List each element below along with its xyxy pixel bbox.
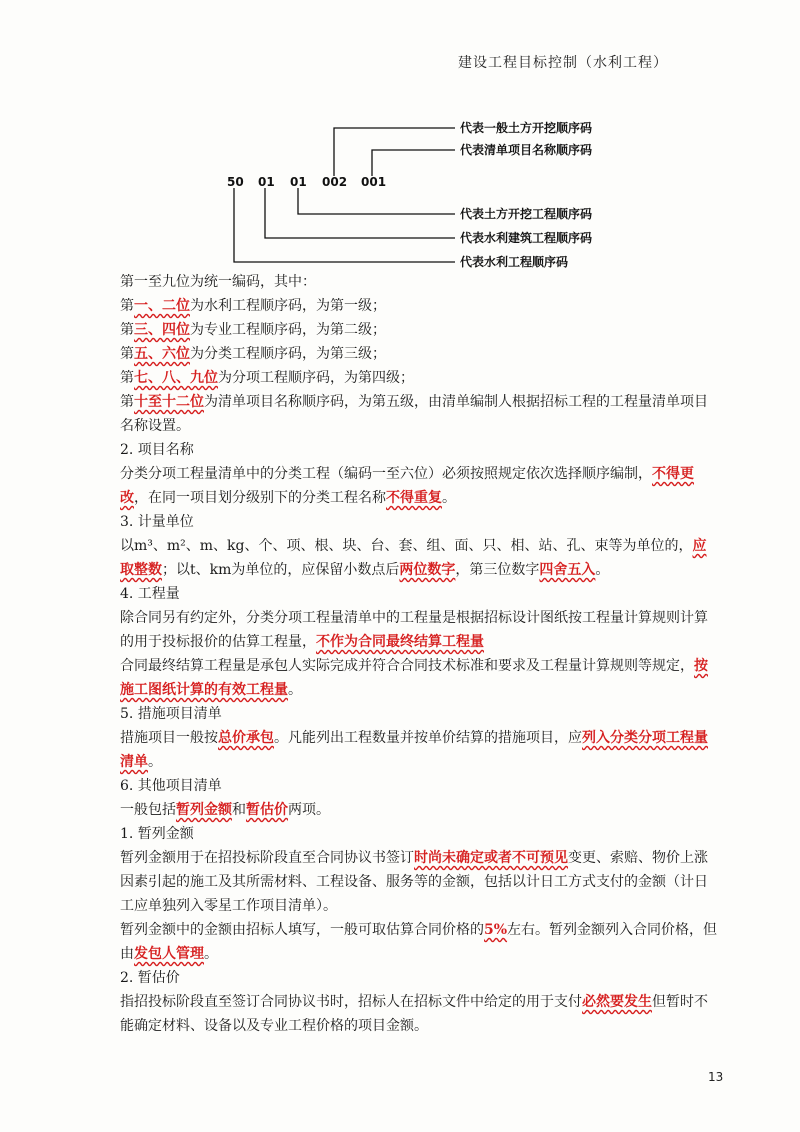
code-segment-01a: 01 (258, 175, 275, 189)
connector-line-01a (265, 188, 455, 238)
paragraph: 措施项目一般按总价承包。凡能列出工程数量并按单价结算的措施项目，应列入分类分项工程量清单。 (120, 730, 708, 770)
list-item: 第三、四位为专业工程顺序码，为第二级； (120, 322, 386, 338)
page-number: 13 (708, 1070, 724, 1084)
section-heading: 3. 计量单位 (120, 514, 194, 530)
list-item: 第十至十二位为清单项目名称顺序码，为第五级，由清单编制人根据招标工程的工程量清单项目名称设置。 (120, 394, 708, 434)
paragraph: 除合同另有约定外，分类分项工程量清单中的工程量是根据招标设计图纸按工程量计算规则计算的用于投标报价的估算工程量，不作为合同最终结算工程量 (120, 610, 708, 650)
paragraph: 分类分项工程量清单中的分类工程（编码一至六位）必须按照规定依次选择顺序编制，不得更改，在同一项目划分级别下的分类工程名称不得重复。 (120, 466, 694, 506)
label-hydraulic-building: 代表水利建筑工程顺序码 (460, 231, 593, 245)
connector-line-001 (372, 150, 455, 176)
subsection-heading: 2. 暂估价 (120, 970, 180, 986)
connector-line-01b (298, 188, 455, 214)
section-heading: 5. 措施项目清单 (120, 706, 222, 722)
section-heading: 2. 项目名称 (120, 442, 194, 458)
list-item: 第五、六位为分类工程顺序码，为第三级； (120, 346, 386, 362)
subsection-heading: 1. 暂列金额 (120, 826, 194, 842)
section-heading: 4. 工程量 (120, 586, 180, 602)
section-heading: 6. 其他项目清单 (120, 778, 222, 794)
document-body (120, 270, 720, 1038)
paragraph: 暂列金额用于在招投标阶段直至合同协议书签订时尚未确定或者不可预见变更、索赔、物价上涨因素引起的施工及其所需材料、工程设备、服务等的金额，包括以计日工方式支付的金额（计日工应单独列入零星工作项目清单）。 (120, 850, 708, 914)
list-item: 第一、二位为水利工程顺序码，为第一级； (120, 298, 386, 314)
code-segment-01b: 01 (290, 175, 307, 189)
list-item: 第七、八、九位为分项工程顺序码，为第四级； (120, 370, 414, 386)
code-segment-50: 50 (227, 175, 244, 189)
page-header-title: 建设工程目标控制（水利工程） (458, 55, 668, 71)
connector-line-50 (234, 188, 455, 262)
label-earthwork-project: 代表土方开挖工程顺序码 (460, 207, 593, 221)
label-bill-item-name: 代表清单项目名称顺序码 (460, 143, 593, 157)
paragraph: 指招投标阶段直至签订合同协议书时，招标人在招标文件中给定的用于支付必然要发生但暂时不能确定材料、设备以及专业工程价格的项目金额。 (120, 994, 708, 1034)
paragraph: 一般包括暂列金额和暂估价两项。 (120, 802, 330, 818)
paragraph: 合同最终结算工程量是承包人实际完成并符合合同技术标准和要求及工程量计算规则等规定，按施工图纸计算的有效工程量。 (120, 658, 708, 698)
code-segment-001: 001 (361, 175, 387, 189)
label-earthwork-item: 代表一般土方开挖顺序码 (460, 121, 593, 135)
code-structure-diagram (0, 0, 800, 280)
paragraph: 暂列金额中的金额由招标人填写，一般可取估算合同价格的5%左右。暂列金额列入合同价格，但由发包人管理。 (120, 922, 718, 962)
connector-line-002 (334, 128, 455, 176)
paragraph: 以m³、m²、m、kg、个、项、根、块、台、套、组、面、只、相、站、孔、束等为单位的，应取整数；以t、km为单位的，应保留小数点后两位数字，第三位数字四舍五入。 (120, 538, 707, 578)
paragraph: 第一至九位为统一编码，其中： (120, 274, 316, 290)
code-segment-002: 002 (322, 175, 348, 189)
label-hydraulic-project: 代表水利工程顺序码 (460, 255, 569, 269)
